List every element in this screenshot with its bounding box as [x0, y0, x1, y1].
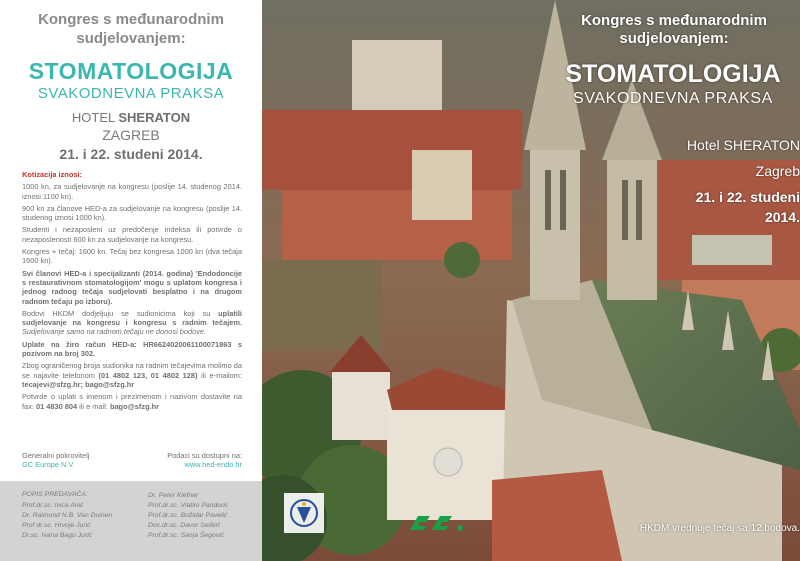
lecturer-name: Prof dr.sc. Hrvoje Jurić — [22, 522, 91, 529]
cover-venue: Hotel SHERATON — [686, 137, 800, 153]
cover-congress-title — [544, 12, 800, 48]
info-link-block — [132, 451, 242, 469]
sponsor-block — [22, 451, 142, 469]
hkdm-text: Bodovi HKDM dodjeljuju se sudionicima koji su — [22, 308, 219, 318]
cover-year: 2014. — [764, 209, 800, 225]
registration-info — [22, 170, 242, 414]
medal-logo — [434, 448, 462, 476]
confirmation-info — [22, 392, 242, 411]
lecturers-box — [0, 481, 262, 561]
congress-title-line-1: Kongres s međunarodnim — [38, 11, 224, 28]
sponsor-label: Generalni pokrovitelj — [22, 451, 90, 460]
booking-or: ili e-mailom: — [197, 370, 242, 380]
hkdm-points-info — [22, 309, 242, 337]
confirm-or: ili e mail: — [77, 401, 110, 411]
booking-info — [22, 361, 242, 389]
event-date: 21. i 22. studeni 2014. — [59, 146, 203, 162]
lecturer-name: Dr.sc. Ivana Bago Jurić — [22, 532, 93, 539]
fee-line: 1000 kn, za sudjelovanje na kongresu (poslije 14. studenog 2014. iznosi 1100 kn). — [22, 182, 242, 201]
confirm-text: Potvrde o uplati s imenom i prezimenom i nazivom dostavite na fax: — [22, 392, 242, 411]
lecturers-column-2 — [148, 491, 228, 541]
lecturers-title: POPIS PREDAVAČA: — [22, 491, 88, 498]
booking-email: tecajevi@sfzg.hr; bago@sfzg.hr — [22, 379, 135, 389]
info-panel — [0, 0, 262, 561]
fee-line: Kongres + tečaj: 1600 kn. Tečaj bez kongresa 1000 kn (dva tečaja 1600 kn). — [22, 247, 242, 266]
main-title: STOMATOLOGIJA — [28, 58, 234, 84]
lecturer-name: Prof.dr.sc. Božidar Pavelić — [148, 512, 228, 519]
confirm-email: bago@sfzg.hr — [109, 401, 160, 411]
city: ZAGREB — [102, 127, 160, 143]
hkdm-italic: Sudjelovanje samo na radnom tečaju ne donosi bodove. — [22, 327, 207, 337]
confirm-fax: 01 4830 804 — [35, 401, 78, 411]
lecturer-name: Prof.dr.sc. Ivica Anić — [22, 502, 84, 509]
lecturer-name: Dr. Raimond N.B. Van Duinen — [22, 512, 113, 519]
cover-title-line-2: sudjelovanjem: — [619, 30, 729, 47]
cover-city: Zagreb — [755, 163, 800, 179]
lecturer-name: Dr. Peter Kiefner — [148, 492, 199, 499]
congress-title-line-2: sudjelovanjem: — [76, 30, 186, 47]
cover-panel — [262, 0, 800, 561]
subtitle: SVAKODNEVNA PRAKSA — [37, 85, 225, 102]
bank-account: Uplate na žiro račun HED-a: HR6624020061100071863 s pozivom na broj 302. — [22, 339, 242, 359]
lecturer-name: Doc.dr.sc. Davor Seifert — [148, 522, 220, 529]
venue-name: SHERATON — [118, 110, 191, 125]
cover-main-title: STOMATOLOGIJA — [565, 60, 781, 88]
lecturer-name: Prof.dr.sc. Vlatko Pandurić — [148, 502, 229, 509]
booking-text: Zbog ograničenog broja sudionika na radnim tečajevima molimo da se najavite telefonom — [22, 361, 242, 380]
gc-logo — [402, 510, 472, 536]
congress-title — [0, 10, 262, 48]
info-label: Podaci su dostupni na: — [167, 451, 242, 460]
hkdm-points-note: HKDM vrednuje tečaj sa 12 bodova. — [639, 523, 800, 534]
hkdm-bold: uplatili sudjelovanje na kongresu i kongresu s radnim tečajem. — [22, 308, 242, 328]
cover-date: 21. i 22. studeni — [695, 189, 800, 205]
website-link[interactable]: www.hed-endo.hr — [184, 460, 242, 469]
members-offer: Svi članovi HED-a i specijalizanti (2014. godina) 'Endodoncije s restaurativnom stomatologijom' mogu s uplatom kongresa i jednog radnog tečaja sudjelovati besplatno i na drugom radnom tečaju po izboru). — [22, 268, 242, 306]
booking-phone: (01 4802 123, 01 4802 128) — [98, 370, 198, 380]
lecturers-column-1 — [22, 501, 112, 541]
fee-line: 900 kn za članove HED-a za sudjelovanje na kongresu (poslije 14. studenog iznosi 1000 kn). — [22, 203, 242, 223]
venue-prefix: HOTEL — [71, 110, 119, 125]
fees-title: Kotizacija iznosi: — [22, 170, 82, 179]
venue — [0, 110, 262, 125]
lecturer-name: Prof.dr.sc. Sanja Šegović — [148, 532, 225, 539]
society-crest-logo — [284, 493, 324, 533]
sponsor-name: GC Europe N.V. — [22, 460, 75, 469]
fee-line: Studenti i nezaposleni uz predočenje indeksa ili potvrde o nezaposlenosti 600 kn za sudjelovanje na kongresu. — [22, 225, 242, 244]
cover-subtitle: SVAKODNEVNA PRAKSA — [573, 90, 773, 107]
cover-title-line-1: Kongres s međunarodnim — [581, 12, 767, 29]
